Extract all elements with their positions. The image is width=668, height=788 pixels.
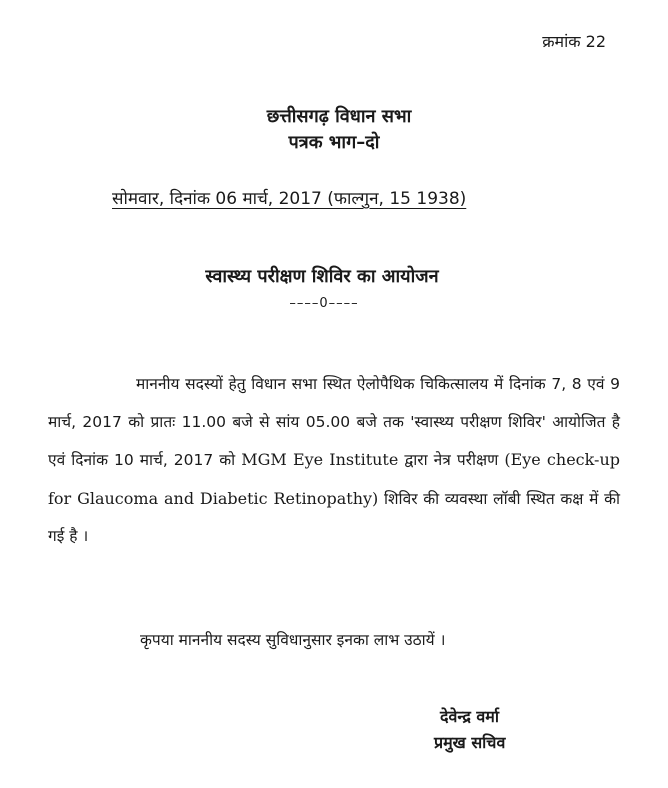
- subject-title: स्वास्थ्य परीक्षण शिविर का आयोजन: [205, 266, 439, 287]
- body-paragraph: [48, 366, 620, 556]
- bulletin-part: पत्रक भाग–दो: [288, 132, 380, 153]
- serial-number: क्रमांक 22: [542, 32, 606, 51]
- body-text-part1: माननीय सदस्यों हेतु विधान सभा स्थित ऐलोपैथिक चिकित्सालय में दिनांक 7, 8 एवं 9 मार्च, 2017 को प्रातः 11.00 बजे से सांय 05.00 बजे तक 'स्वास्थ्य परीक्षण शिविर' आयोजित है एवं दिनांक 10 मार्च, 2017 को: [48, 375, 620, 469]
- request-line: कृपया माननीय सदस्य सुविधानुसार इनका लाभ उठायें ।: [140, 631, 446, 649]
- document-heading: [0, 104, 668, 156]
- signature-block: [434, 704, 505, 756]
- institute-name: MGM Eye Institute: [241, 450, 399, 469]
- body-text-part2: द्वारा नेत्र परीक्षण: [398, 451, 505, 469]
- date-line: सोमवार, दिनांक 06 मार्च, 2017 (फाल्गुन, 15 1938): [112, 189, 467, 209]
- body-text-part3: शिविर की व्यवस्था लॉबी स्थित कक्ष में की गई है ।: [48, 489, 620, 545]
- signatory-designation: प्रमुख सचिव: [434, 733, 506, 752]
- checkup-description: (Eye check-up for Glaucoma and Diabetic Retinopathy): [48, 450, 620, 508]
- separator: ––––0––––: [289, 296, 359, 311]
- assembly-name: छत्तीसगढ़ विधान सभा: [266, 106, 412, 127]
- signatory-name: देवेन्द्र वर्मा: [440, 707, 500, 726]
